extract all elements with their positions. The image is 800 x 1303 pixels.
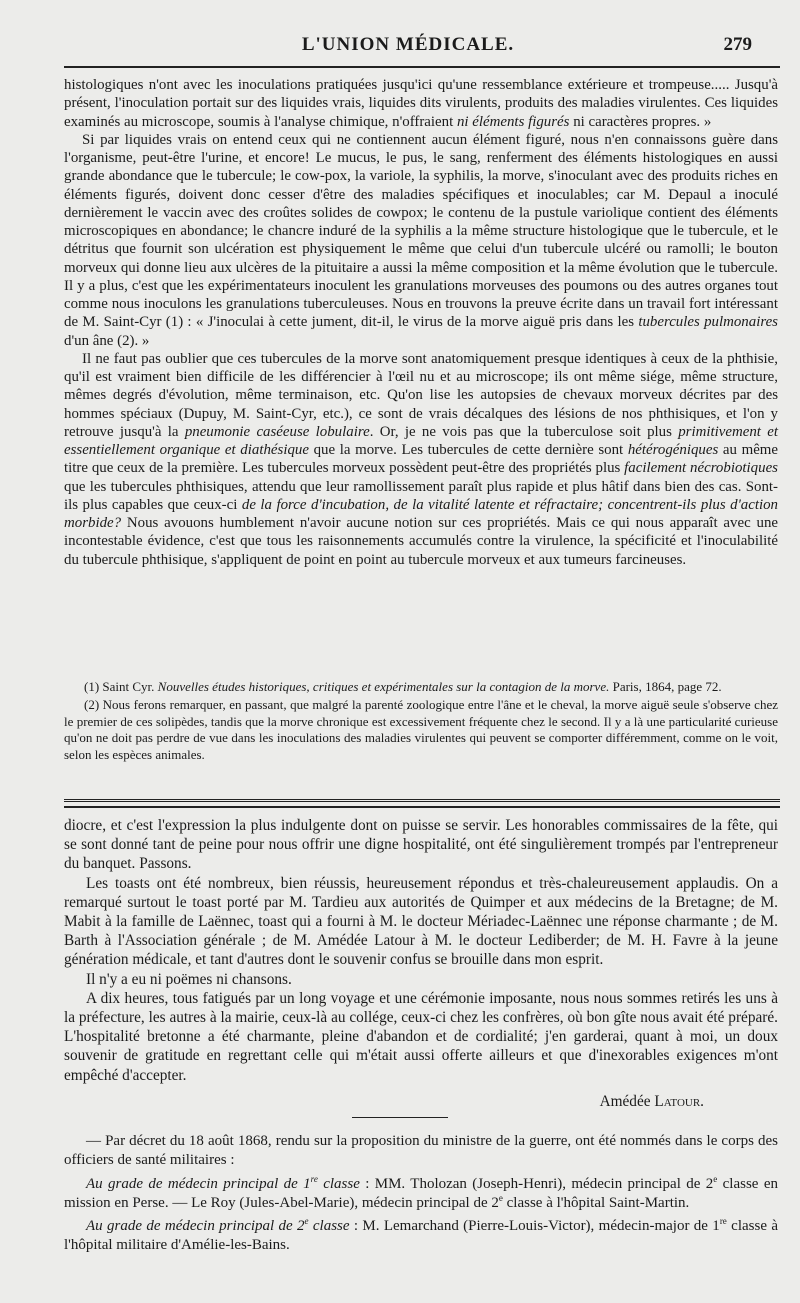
text-run: : MM. Tholozan (Joseph-Henri), médecin principal de 2 [359, 1175, 714, 1192]
text-run: diocre, et c'est l'expression la plus indulgente dont on puisse se servir. Les honorables commissaires de la fête, qui se sont donné tant de peine pour nous offrir une digne hospitalité, ont été singulièrement trompés par l'entrepreneur du banquet. Passons. [64, 817, 778, 873]
paragraph [64, 989, 778, 1085]
italic-text: tubercules pulmonaires [638, 314, 778, 331]
news-paragraph [64, 1217, 778, 1256]
running-title: L'UNION MÉDICALE. [301, 34, 515, 55]
paragraph [64, 350, 778, 569]
main-article-text [64, 76, 778, 569]
text-run: classe à l'hôpital Saint-Martin. [502, 1194, 690, 1211]
text-run: que la morve. Les tubercules de cette dernière sont [308, 442, 628, 458]
text-run: Paris, 1864, page 72. [609, 679, 722, 694]
text-run: classe à l'hôpital militaire d'Amélie-les-Bains. [64, 1218, 778, 1254]
text-run: d'un âne (2). » [64, 332, 150, 349]
italic-text: e [304, 1216, 309, 1227]
text-run: — Par décret du 18 août 1868, rendu sur la proposition du ministre de la guerre, ont été nommés dans le corps des officiers de santé militaires : [64, 1133, 778, 1169]
italic-text: Au grade de médecin principal de 1 [86, 1175, 311, 1192]
text-run: ni caractères propres. » [569, 113, 712, 130]
italic-text: Au grade de médecin principal de 2 [86, 1218, 305, 1235]
italic-text: facilement nécrobiotiques [624, 460, 778, 477]
short-divider [352, 1117, 448, 1118]
page-number: 279 [723, 34, 752, 55]
text-run: re [719, 1216, 727, 1227]
text-run: histologiques n'ont avec les inoculations pratiquées jusqu'ici qu'une ressemblance extérieure et trompeuse..... Jusqu'à présent, l'inoculation portait sur des liquides vrais, liquides dits virulents, produits des maladies virulentes. Ces liquides examinés au microscope, soumis à l'analyse chimique, n'offraient [64, 77, 778, 130]
text-run: Il ne faut pas oublier que ces tubercules de la morve sont anatomiquement presque identiques à ceux de la phthisie, qu'il est vraiment bien difficile de les différencier à l'œil nu et au microscope; ils ont même siége, même structure, mêmes degrés d'évolution, même terminaison, etc. Qu'on lise les autopsies de chevaux morveux décrites par des hommes spéciaux (Dupuy, M. Saint-Cyr, etc.), ce sont de vrais décalques des lésions de nos phthisiques, et l'on y retrouve jusqu'à la [64, 350, 778, 440]
section-divider [64, 799, 780, 808]
text-run: Si par liquides vrais on entend ceux qui ne contiennent aucun élément figuré, nous n'en connaissons guère dans l'organisme, peut-être l'urine, et encore! Le mucus, le pus, le sang, renferment des éléments histologiques en aussi grande abondance que le tubercule; le cow-pox, la variole, la syphilis, la morve, s'inoculant avec des produits riches en éléments figurés, doivent donc cesser d'être des maladies spécifiques et inoculables; car M. Depaul a inoculé dernièrement le vaccin avec des croûtes solides de cowpox; le contenu de la pustule variolique contient des éléments microscopiques en abondance; le chancre induré de la syphilis a la même structure histologique que le tubercule, et le détritus que fournit son ulcération est physiquement le même que celui d'un tubercule ulcéré ou ramolli; le bouton morveux qui donne lieu aux ulcères de la pituitaire a aussi la même composition et la même évolution que le tubercule. Il y a plus, c'est que les expérimentateurs inoculent les granulations morveuses des poumons ou des autres organes tout comme nous inoculons les granulations tuberculeuses. Nous en trouvons la preuve écrite dans un travail fort intéressant de M. Saint-Cyr (1) : « J'inoculai à cette jument, dit-il, le virus de la morve aiguë pris dans les [64, 131, 778, 331]
news-paragraph [64, 1175, 778, 1214]
text-run: classe en mission en Perse. — Le Roy (Jules-Abel-Marie), médecin principal de 2 [64, 1175, 778, 1211]
text-run: au même titre que ceux de la première. Les tubercules morveux possèdent peut-être des propriétés plus [64, 442, 778, 477]
paragraph [64, 970, 778, 989]
italic-text: ni éléments figurés [456, 113, 570, 130]
footnote [64, 697, 778, 763]
text-run: (1) Saint Cyr. [84, 679, 158, 694]
text-run: Il n'y a eu ni poëmes ni chansons. [86, 970, 292, 988]
text-run: . Or, je ne vois pas que la tuberculose soit plus [369, 423, 679, 440]
text-run: que les tubercules phthisiques, attendu que leur ramollissement paraît plus rapide et plus hâtif dans bien des cas. Sont-ils plus capables que ceux-ci [64, 478, 778, 513]
footnotes [64, 679, 778, 763]
text-run: Les toasts ont été nombreux, bien réussis, heureusement répondus et très-chaleureusement applaudis. On a remarqué surtout le toast porté par M. Tardieu aux autorités de Quimper et aux médecins de la Bretagne; de M. Mabit à la famille de Laënnec, toast qui a fourni à M. le docteur Mériadec-Laënnec une réponse charmante ; de M. Barth à l'Association générale ; de M. Amédée Latour à M. le docteur Lediberder; de M. H. Favre à la jeune génération médicale, et tant d'autres dont le souvenir confus se brouille dans mon esprit. [64, 874, 778, 969]
text-run: Nous avouons humblement n'avoir aucune notion sur ces propriétés. Mais ce qui nous apparaît avec une incontestable évidence, c'est que tous les raisonnements accumulés contre la virulence, la spécificité et l'inoculabilité du tubercule phthisique, s'appliquent de point en point au tubercule morveux et aux tumeurs farcineuses. [64, 515, 778, 568]
feuilleton-text [64, 816, 778, 1085]
author-signature [600, 1093, 704, 1111]
italic-text: pneumonie caséeuse lobulaire [184, 423, 370, 440]
italic-text: classe [317, 1175, 360, 1192]
page-header [64, 34, 752, 60]
header-rule [64, 66, 780, 68]
paragraph [64, 76, 778, 131]
paragraph [64, 874, 778, 970]
paragraph [64, 131, 778, 350]
italic-text: classe [308, 1218, 350, 1235]
italic-text: primitivement et essentiellement organique et diathésique [64, 423, 778, 458]
italic-text: Nouvelles études historiques, critiques et expérimentales sur la contagion de la morve. [157, 679, 610, 694]
text-run: e [498, 1192, 503, 1203]
footnote [64, 679, 778, 695]
text-run: (2) Nous ferons remarquer, en passant, que malgré la parenté zoologique entre l'âne et le cheval, la morve aiguë seule s'observe chez le premier de ces solipèdes, tandis que la morve chronique est excessivement fréquente chez le second. Il y a là une particularité curieuse qu'on ne doit pas perdre de vue dans les inoculations des maladies virulentes qui peuvent se comporter différemment, comme on le voit, selon les espèces animales. [64, 697, 778, 762]
text-run: A dix heures, tous fatigués par un long voyage et une cérémonie imposante, nous nous sommes retirés les uns à la préfecture, les autres à la mairie, ceux-là au collége, ceux-ci chez les confrères, où bon gîte nous avait été préparé. L'hospitalité bretonne a été charmante, pleine d'abandon et de cordialité; j'en garderai, quant à moi, un doux souvenir de gratitude en regrettant celle qui m'était aussi offerte ailleurs et que d'inexorables exigences m'ont empêché d'accepter. [64, 989, 778, 1084]
italic-text: re [310, 1173, 318, 1184]
italic-text: hétérogéniques [627, 442, 719, 458]
italic-text: de la force d'incubation, de la vitalité latente et réfractaire; concentrent-ils plus d'action morbide? [64, 496, 778, 531]
signature-last-name: Latour. [654, 1093, 704, 1110]
text-run: : M. Lemarchand (Pierre-Louis-Victor), médecin-major de 1 [349, 1218, 720, 1235]
signature-first-name: Amédée [599, 1093, 655, 1110]
paragraph [64, 816, 778, 874]
news-paragraph [64, 1132, 778, 1171]
text-run: e [713, 1173, 718, 1184]
news-item [64, 1132, 778, 1256]
